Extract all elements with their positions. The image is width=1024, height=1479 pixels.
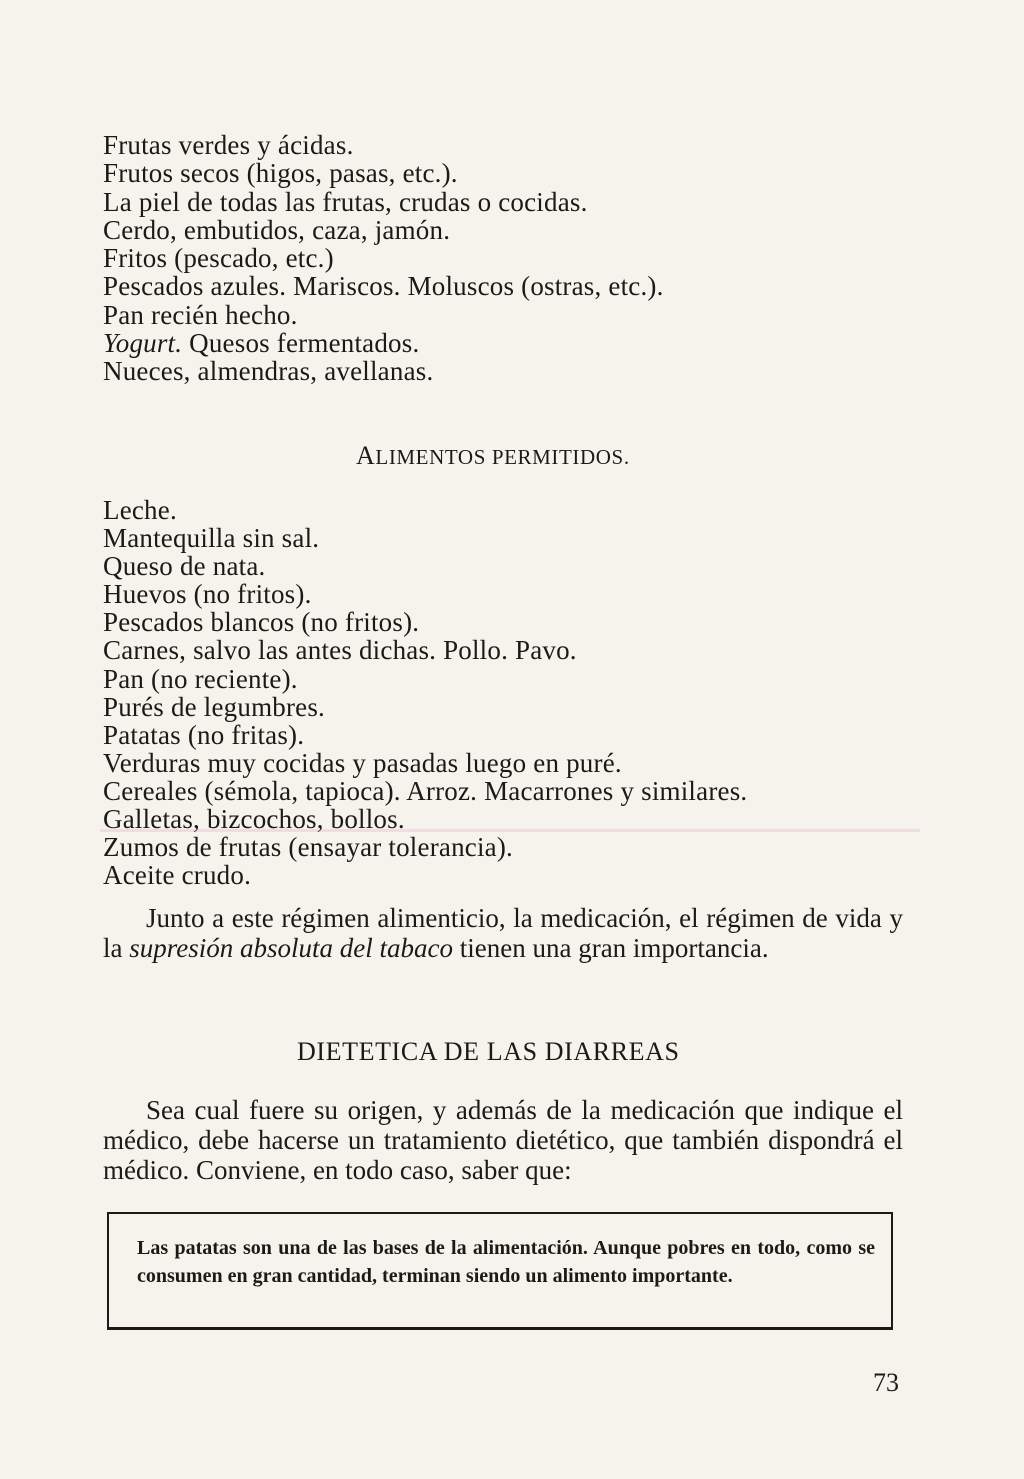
- regimen-paragraph: [103, 903, 903, 963]
- list-item: Fritos (pescado, etc.): [103, 243, 334, 274]
- list-item: La piel de todas las frutas, crudas o cocidas.: [103, 186, 588, 217]
- emphasis-text: supresión absoluta del tabaco: [129, 933, 453, 963]
- diarrhea-paragraph: Sea cual fuere su origen, y además de la medicación que indique el médico, debe hacerse un tratamiento dietético, que también dispondrá el médico. Conviene, en todo caso, saber que:: [103, 1095, 903, 1185]
- list-item: Leche.: [103, 495, 177, 525]
- list-item: Mantequilla sin sal.: [103, 523, 320, 554]
- allowed-foods-heading: [356, 441, 630, 471]
- list-item: Carnes, salvo las antes dichas. Pollo. Pavo.: [103, 635, 577, 666]
- note-box: [107, 1212, 893, 1330]
- list-item: Galletas, bizcochos, bollos.: [103, 804, 405, 835]
- section-title: DIETETICA DE LAS DIARREAS: [297, 1037, 680, 1066]
- list-item: Pescados blancos (no fritos).: [103, 607, 420, 638]
- list-item: Verduras muy cocidas y pasadas luego en puré.: [103, 747, 622, 778]
- list-item: Pan (no reciente).: [103, 663, 298, 694]
- heading-rest: LIMENTOS PERMITIDOS.: [375, 445, 630, 469]
- list-item: Queso de nata.: [103, 551, 266, 582]
- paragraph-text: tienen una gran importancia.: [453, 933, 769, 963]
- list-item: Pan recién hecho.: [103, 299, 298, 330]
- list-item: Aceite crudo.: [103, 860, 252, 891]
- list-item: Purés de legumbres.: [103, 691, 326, 722]
- list-item: Cerdo, embutidos, caza, jamón.: [103, 214, 451, 245]
- list-item-rest: Quesos fermentados.: [182, 328, 420, 359]
- list-item: [103, 329, 923, 357]
- list-item: Cereales (sémola, tapioca). Arroz. Macarrones y similares.: [103, 775, 748, 806]
- page-number: 73: [873, 1368, 899, 1397]
- foods-to-avoid-list: [103, 131, 923, 386]
- italic-term: Yogurt.: [103, 328, 183, 359]
- note-box-text: Las patatas son una de las bases de la alimentación. Aunque pobres en todo, como se consumen en gran cantidad, terminan siendo un alimento importante.: [137, 1237, 875, 1287]
- list-item: Huevos (no fritos).: [103, 579, 312, 610]
- list-item: Patatas (no fritas).: [103, 719, 305, 750]
- list-item: Frutos secos (higos, pasas, etc.).: [103, 158, 458, 189]
- paragraph-text: Junto a este régimen alimenticio, la medicación, el régimen de vida y la: [103, 903, 903, 963]
- list-item: Frutas verdes y ácidas.: [103, 130, 354, 160]
- list-item: Nueces, almendras, avellanas.: [103, 356, 434, 387]
- paper-stain: [100, 829, 920, 832]
- heading-initial: A: [356, 441, 376, 470]
- list-item: Pescados azules. Mariscos. Moluscos (ostras, etc.).: [103, 271, 664, 302]
- list-item: Zumos de frutas (ensayar tolerancia).: [103, 832, 513, 863]
